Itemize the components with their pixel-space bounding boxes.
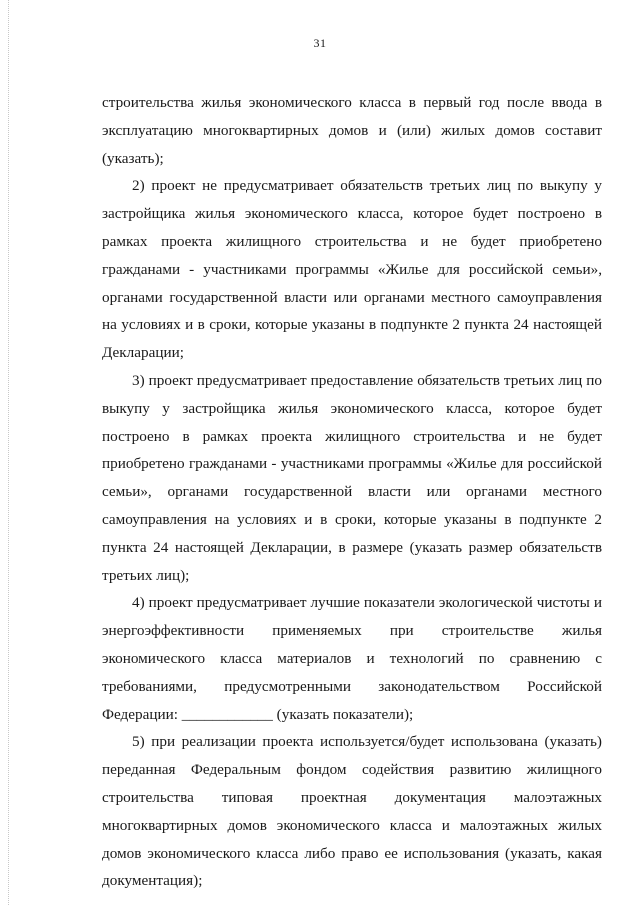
document-body [102,89,602,895]
scan-edge [0,0,9,905]
paragraph-item-4: 4) проект предусматривает лучшие показатели экологической чистоты и энергоэффективности применяемых при строительстве жилья экономического класса материалов и технологий по сравнению с требованиями, предусмотренными законодательством Российской Федерации: ____________ (указать показатели); [102,594,602,723]
paragraph-item-5: 5) при реализации проекта используется/будет использована (указать) переданная Федеральным фондом содействия развитию жилищного строительства типовая проектная документация малоэтажных многоквартирных домов экономического класса и малоэтажных жилых домов экономического класса либо право ее использования (указать, какая документация); [102,733,602,890]
paragraph-item-3: 3) проект предусматривает предоставление обязательств третьих лиц по выкупу у застройщика жилья экономического класса, которое будет построено в рамках проекта жилищного строительства и не будет приобретено гражданами - участниками программы «Жилье для российской семьи», органами государственной власти или органами местного самоуправления на условиях и в сроки, которые указаны в подпункте 2 пункта 24 настоящей Декларации, в размере (указать размер обязательств третьих лиц); [102,371,602,584]
paragraph-item-2: 2) проект не предусматривает обязательств третьих лиц по выкупу у застройщика жилья экономического класса, которое будет построено в рамках проекта жилищного строительства и не будет приобретено гражданами - участниками программы «Жилье для российской семьи», органами государственной власти или органами местного самоуправления на условиях и в сроки, которые указаны в подпункте 2 пункта 24 настоящей Декларации; [102,177,602,362]
page-number: 31 [313,36,327,50]
paragraph-continuation: строительства жилья экономического класса в первый год после ввода в эксплуатацию многоквартирных домов и (или) жилых домов составит (указать); [102,94,602,167]
